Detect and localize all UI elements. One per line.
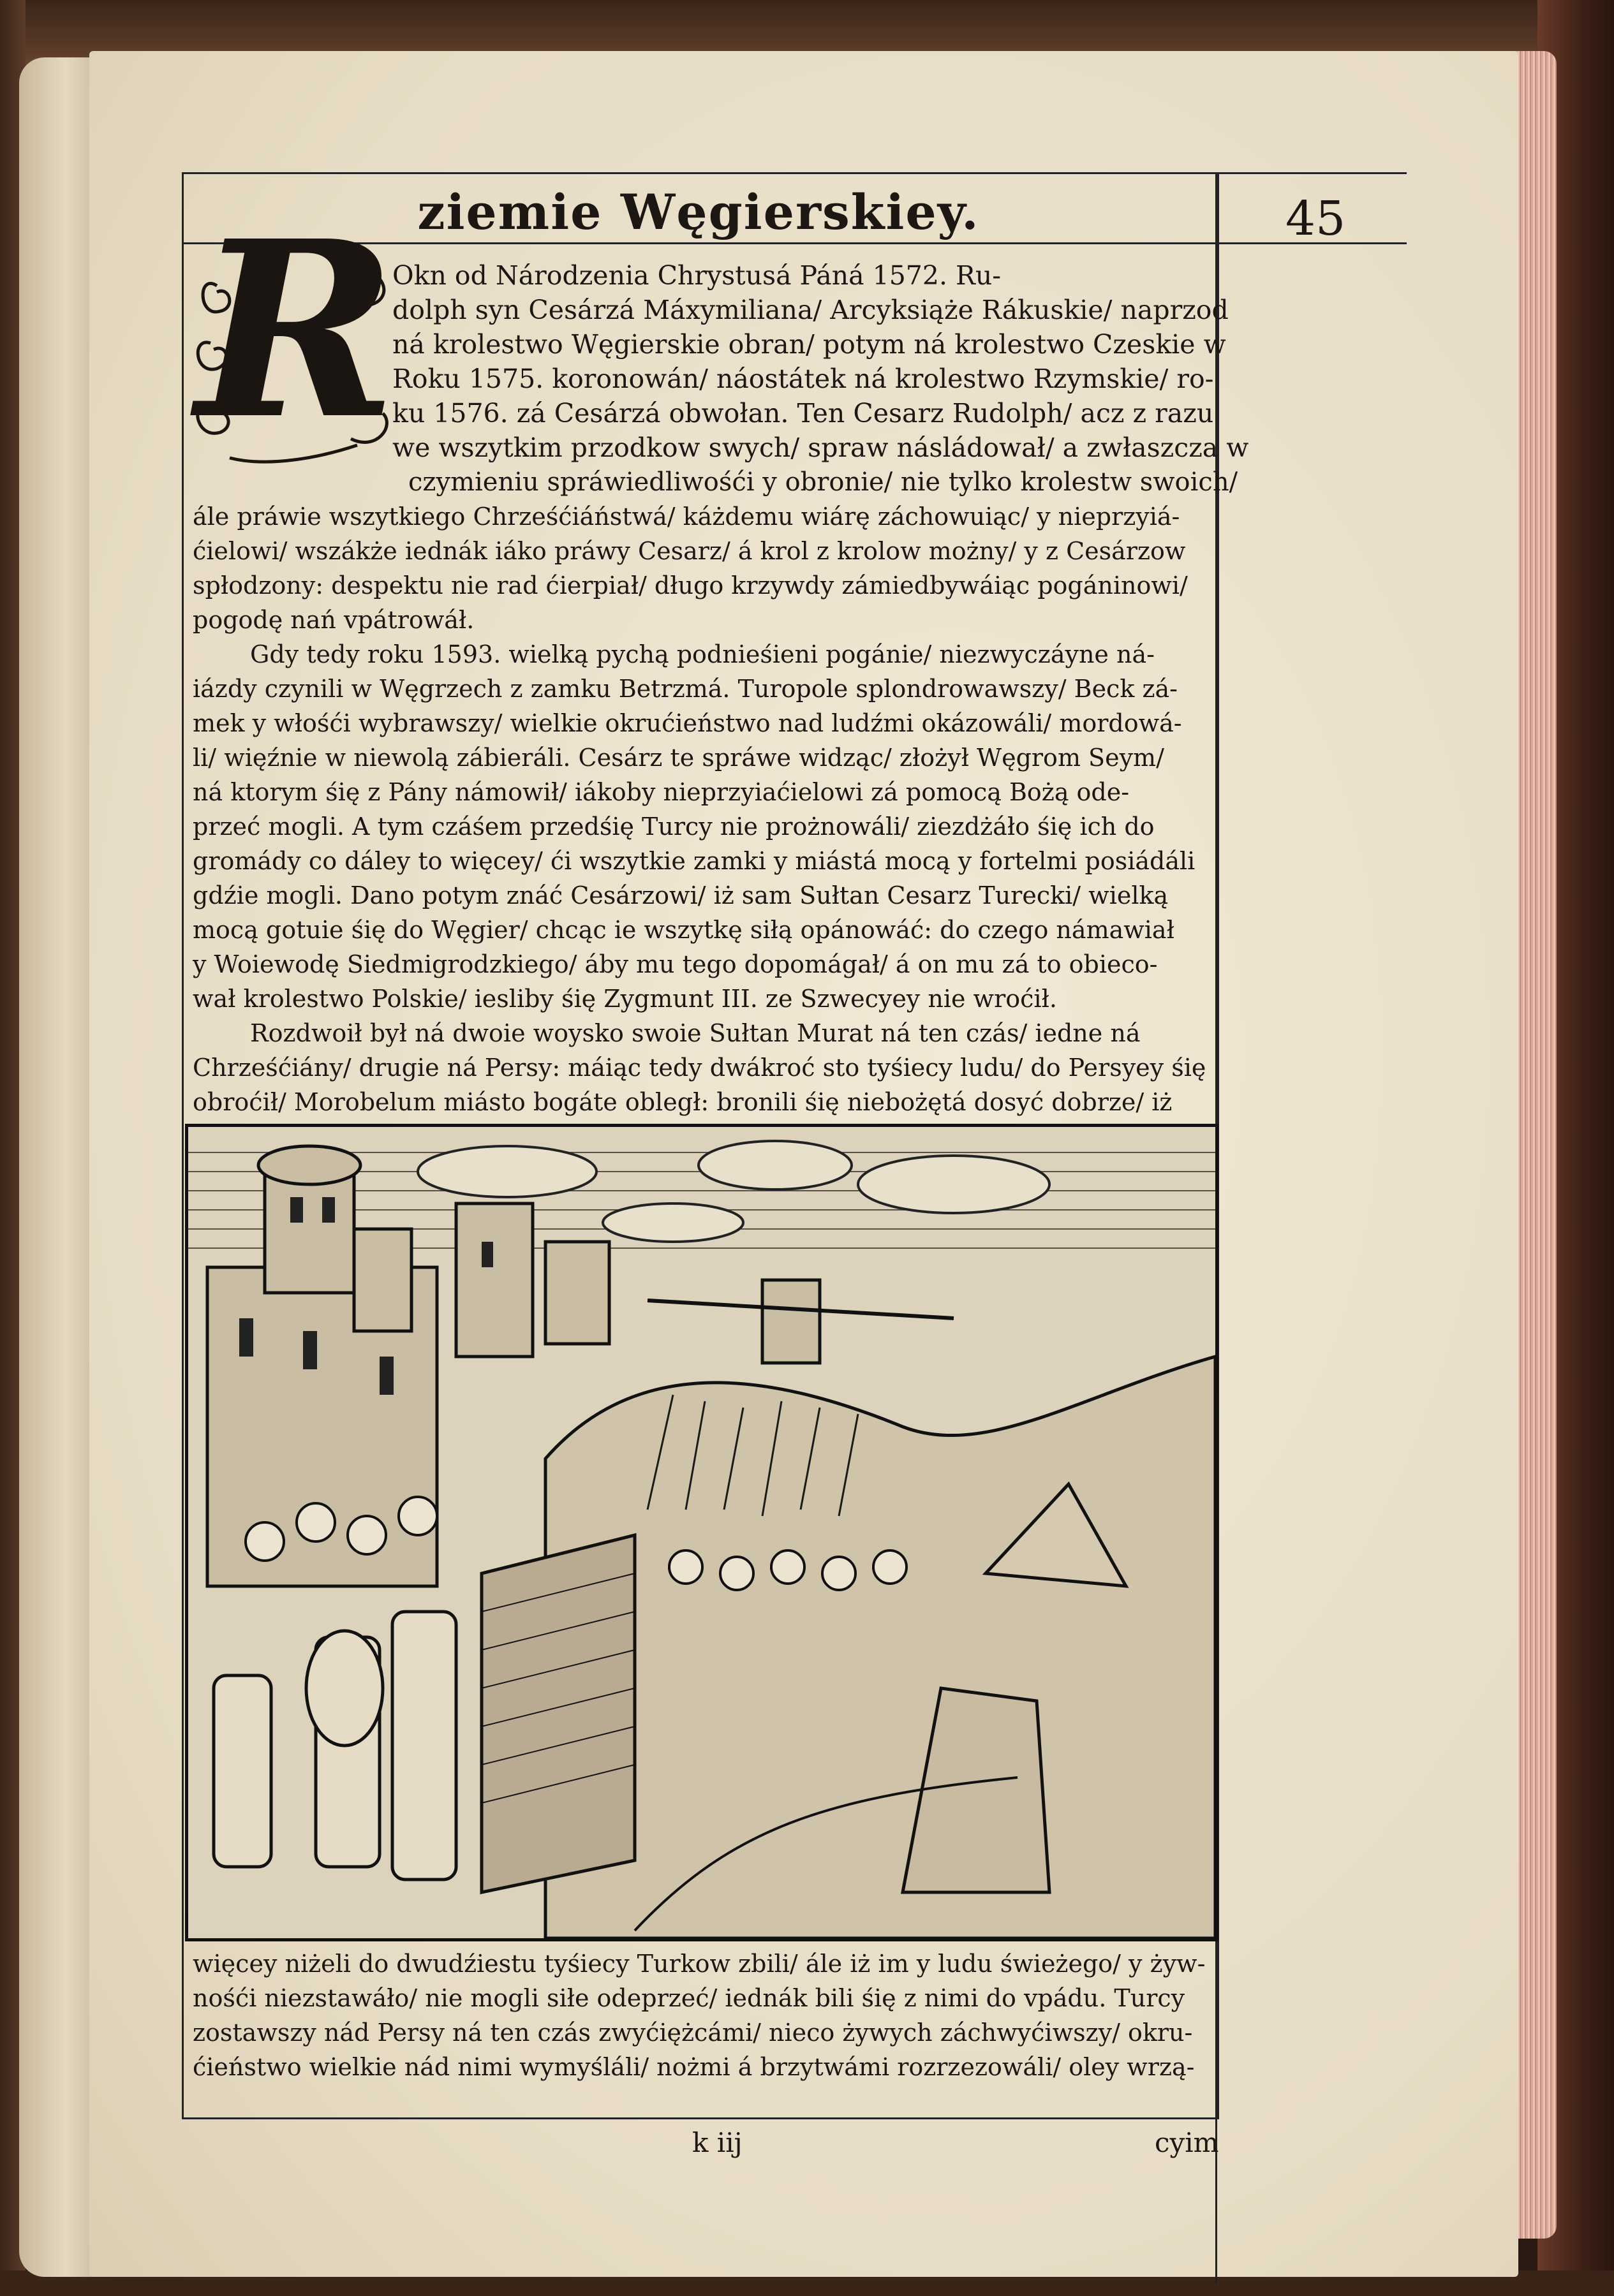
text-line: ále práwie wszytkiego Chrześćiáństwá/ káżdemu wiárę záchowuiąc/ y nieprzyiá- bbox=[193, 503, 1180, 531]
margin-top-rule bbox=[1215, 172, 1407, 174]
text-line: Gdy tedy roku 1593. wielką pychą podnieśieni pogánie/ niezwyczáyne ná- bbox=[250, 640, 1155, 668]
text-line: mek y włośći wybrawszy/ wielkie okrućieństwo nad ludźmi okázowáli/ mordowá- bbox=[193, 709, 1182, 737]
text-line: przeć mogli. A tym czáśem przedśię Turcy nie prożnowáli/ ziezdżáło śię ich do bbox=[193, 813, 1155, 841]
previous-page-edge bbox=[19, 57, 96, 2277]
paragraph-1-full bbox=[193, 499, 1188, 637]
text-line: Rozdwoił był ná dwoie woysko swoie Sułtan Murat ná ten czás/ iedne ná bbox=[250, 1019, 1141, 1047]
text-line: czymieniu spráwiedliwośći y obronie/ nie tylko krolestw swoich/ bbox=[408, 467, 1238, 497]
paragraph-1 bbox=[392, 258, 1248, 465]
paragraph-3 bbox=[193, 1016, 1206, 1119]
drop-cap bbox=[191, 188, 402, 473]
paragraph-1-cont bbox=[408, 465, 1238, 499]
woodcut-illustration bbox=[185, 1124, 1218, 1941]
text-line: we wszytkim przodkow swych/ spraw násládował/ a zwłaszcza w bbox=[392, 432, 1249, 463]
text-line: ná krolestwo Węgierskie obran/ potym ná krolestwo Czeskie w bbox=[392, 329, 1226, 360]
catchword: cyim bbox=[1155, 2127, 1219, 2158]
text-line: obroćił/ Morobelum miásto bogáte obległ: bronili śię niebożętá dosyć dobrze/ iż bbox=[193, 1088, 1173, 1116]
siege-scene-icon bbox=[188, 1127, 1215, 1938]
text-line: mocą gotuie śię do Węgier/ chcąc ie wszytkę siłą opánowáć: do czego námawiał bbox=[193, 916, 1174, 944]
text-line: ćieństwo wielkie nád nimi wymyśláli/ nożmi á brzytwámi rozrzezowáli/ oley wrzą- bbox=[193, 2053, 1195, 2081]
text-line: gdźie mogli. Dano potym znáć Cesárzowi/ iż sam Sułtan Cesarz Turecki/ wielką bbox=[193, 881, 1169, 909]
text-line: dolph syn Cesárzá Máxymiliana/ Arcyksiąże Rákuskie/ naprzod bbox=[392, 295, 1229, 325]
text-line: nośći niezstawáło/ nie mogli siłe odeprzeć/ iednák bili śię z nimi do vpádu. Turcy bbox=[193, 1984, 1185, 2012]
text-line: ku 1576. zá Cesárzá obwołan. Ten Cesarz Rudolph/ acz z razu bbox=[392, 398, 1214, 429]
text-line: wał krolestwo Polskie/ iesliby śię Zygmunt III. ze Szwecyey nie wroćił. bbox=[193, 985, 1057, 1013]
text-line: więcey niżeli do dwudźiestu tyśiecy Turkow zbili/ ále iż im y ludu świeżego/ y żyw- bbox=[193, 1950, 1206, 1978]
margin-column bbox=[1215, 172, 1409, 2283]
text-line: zostawszy nád Persy ná ten czás zwyćiężcámi/ nieco żywych záchwyćiwszy/ okru- bbox=[193, 2019, 1193, 2047]
text-line: Chrześćiány/ drugie ná Persy: máiąc tedy dwákroć sto tyśiecy ludu/ do Persyey śię bbox=[193, 1054, 1206, 1082]
signature-mark: k iij bbox=[692, 2127, 743, 2158]
text-line: Okn od Národzenia Chrystusá Páná 1572. Ru- bbox=[392, 260, 1002, 291]
drop-cap-letter: R bbox=[196, 188, 397, 473]
text-line: ná ktorym śię z Pány námowił/ iákoby nieprzyiaćielowi zá pomocą Bożą ode- bbox=[193, 778, 1130, 806]
page-number: 45 bbox=[1285, 191, 1346, 246]
text-line: gromády co dáley to więcey/ ći wszytkie zamki y miástá mocą y fortelmi posiádáli bbox=[193, 847, 1196, 875]
paragraph-2 bbox=[193, 637, 1195, 1016]
text-line: iázdy czynili w Węgrzech z zamku Betrzmá. Turopole splondrowawszy/ Beck zá- bbox=[193, 675, 1178, 703]
text-line: ćielowi/ wszákże iednák iáko práwy Cesarz/ á krol z krolow możny/ y z Cesárzow bbox=[193, 537, 1186, 565]
text-line: li/ więźnie w niewolą zábieráli. Cesárz te spráwe widząc/ złożył Węgrom Seym/ bbox=[193, 744, 1164, 772]
text-line: y Woiewodę Siedmigrodzkiego/ áby mu tego dopomágał/ á on mu zá to obieco- bbox=[193, 950, 1158, 978]
text-line: spłodzony: despektu nie rad ćierpiał/ długo krzywdy zámiedbywáiąc pogáninowi/ bbox=[193, 571, 1188, 600]
running-head: ziemie Węgierskiey. bbox=[417, 184, 980, 240]
text-line: pogodę nań vpátrowáł. bbox=[193, 606, 475, 634]
paragraph-4 bbox=[193, 1946, 1205, 2084]
text-line: Roku 1575. koronowán/ náostátek ná krolestwo Rzymskie/ ro- bbox=[392, 364, 1214, 394]
frame-bottom-rule bbox=[182, 2117, 1219, 2119]
